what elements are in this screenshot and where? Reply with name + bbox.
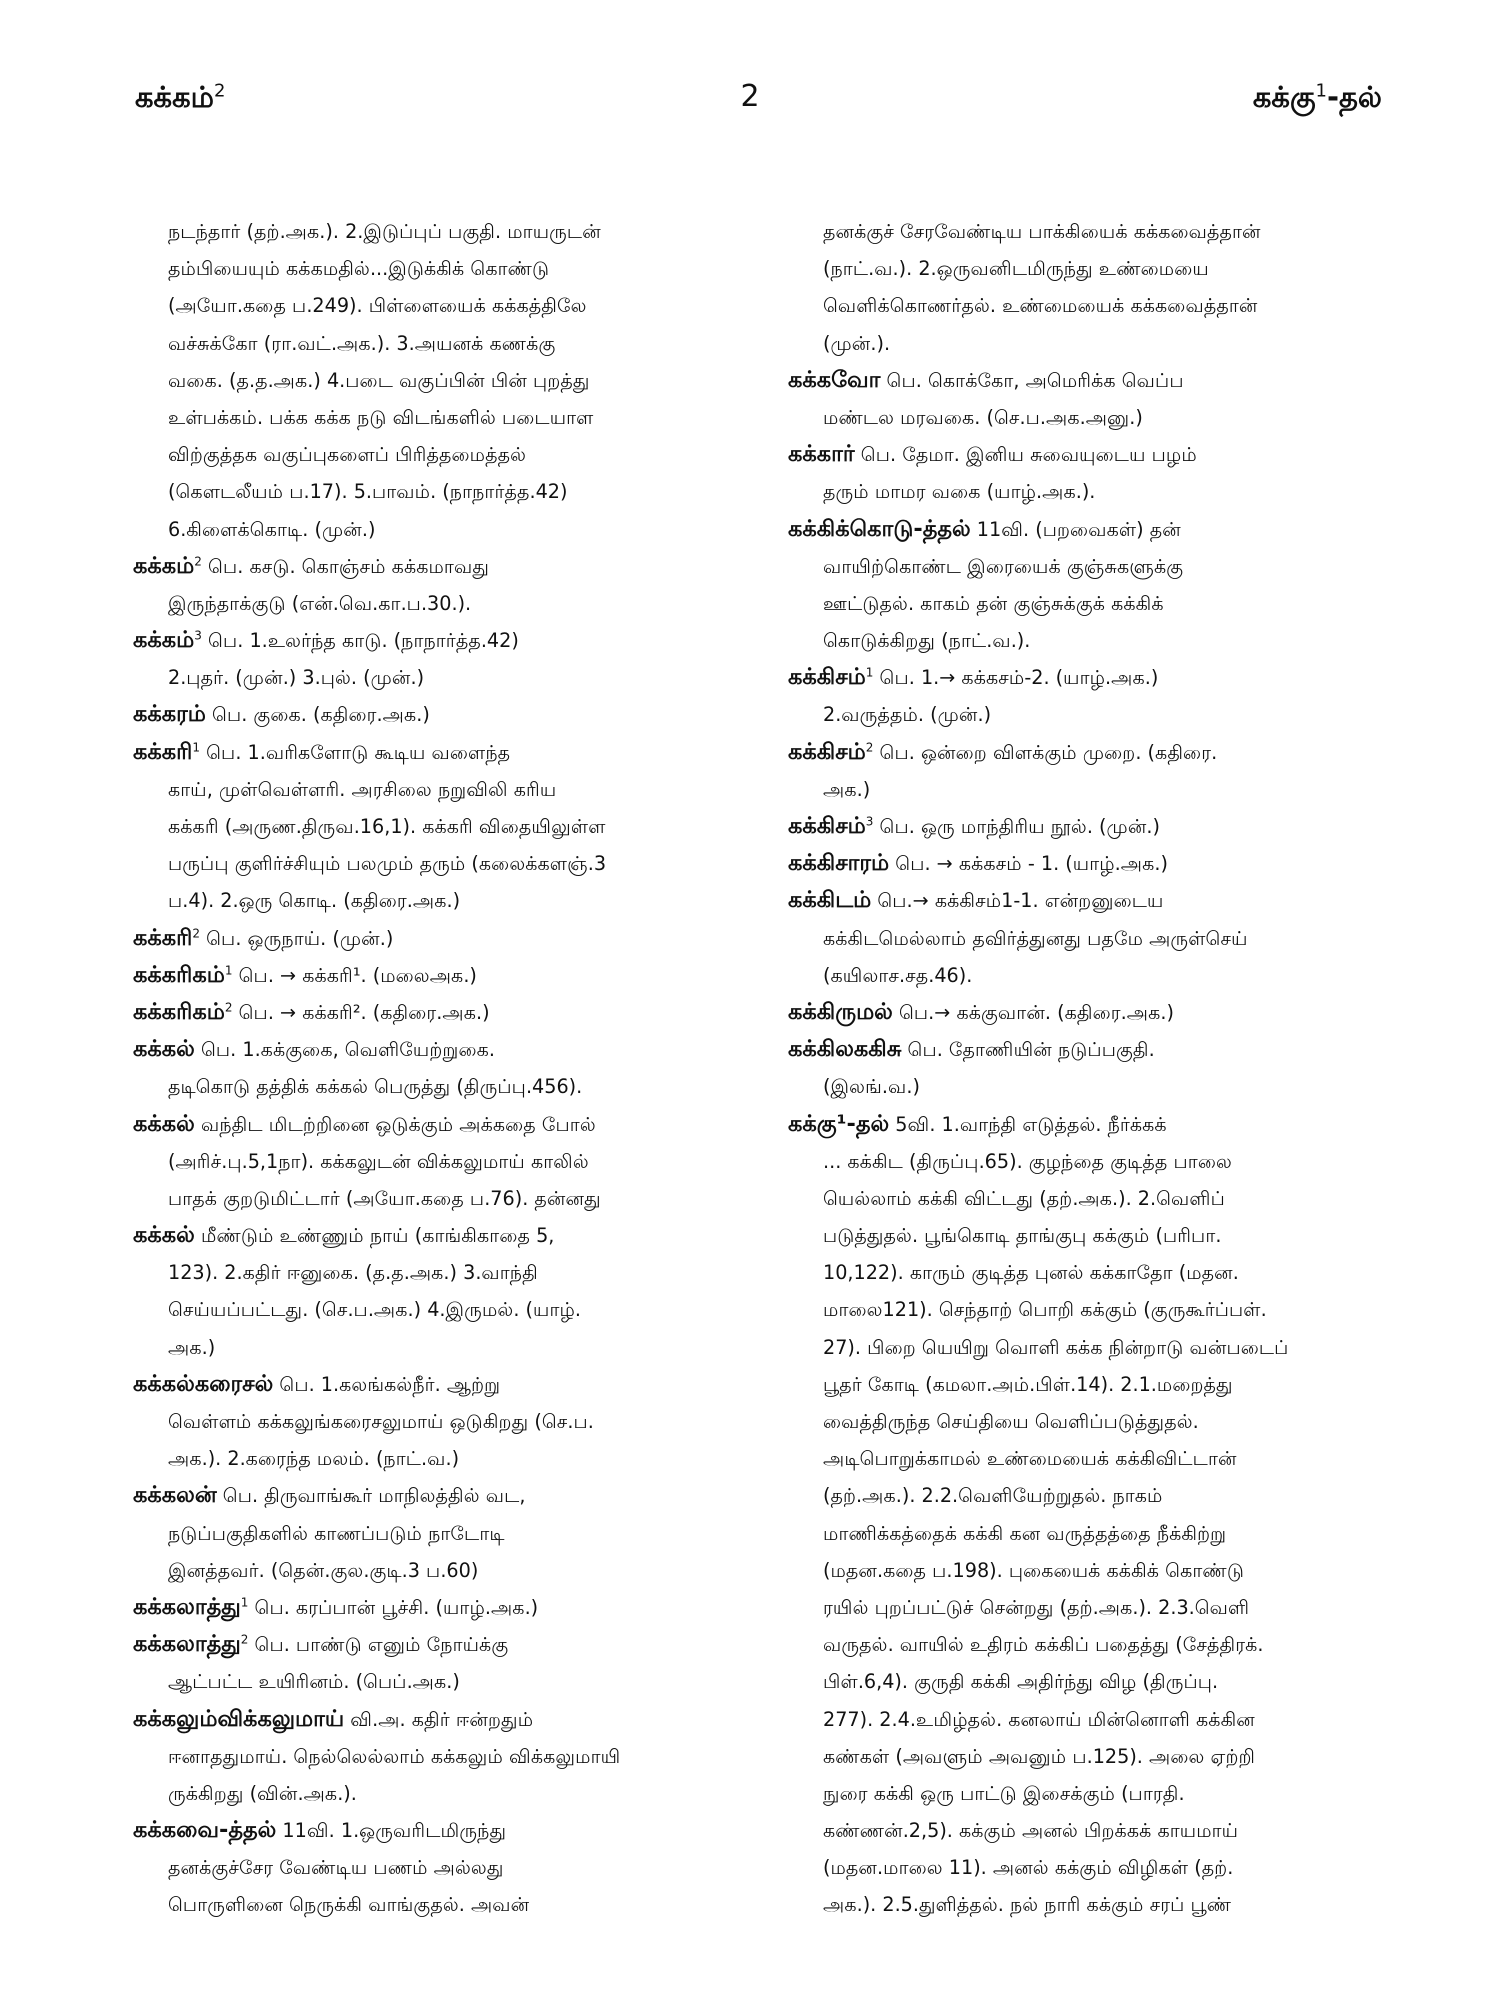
headword: கக்கலும்விக்கலுமாய் <box>133 1705 345 1732</box>
right-line: மண்டல மரவகை. (செ.ப.அக.அனு.) <box>823 405 1143 429</box>
headword: கக்கவை-த்தல் <box>133 1817 277 1844</box>
left-line: கக்கலன் பெ. திருவாங்கூர் மாநிலத்தில் வட, <box>133 1482 526 1509</box>
right-line: (இலங்.வ.) <box>823 1075 920 1099</box>
right-line: யெல்லாம் கக்கி விட்டது (தற்.அக.). 2.வெளிப் <box>823 1186 1225 1210</box>
running-head-right-word: கக்கு <box>1252 80 1316 114</box>
left-line: நடந்தார் (தற்.அக.). 2.இடுப்புப் பகுதி. மாயருடன் <box>168 220 601 243</box>
left-line: கக்கரி$^1$ பெ. 1.வரிகளோடு கூடிய வளைந்த <box>133 738 511 765</box>
headword: கக்கிசம் <box>788 813 866 839</box>
headword: கக்கம் <box>133 627 195 654</box>
right-line: (தற்.அக.). 2.2.வெளியேற்றுதல். நாகம் <box>823 1484 1163 1508</box>
left-line: தம்பியையும் கக்கமதில்...இடுக்கிக் கொண்டு <box>168 257 550 281</box>
left-line: கக்கவை-த்தல் 11வி. 1.ஒருவரிடமிருந்து <box>133 1817 507 1844</box>
right-line: கக்கு¹-தல் 5வி. 1.வாந்தி எடுத்தல். நீர்க்கக் <box>788 1110 1167 1137</box>
left-line: (அரிச்.பு.5,1நா). கக்கலுடன் விக்கலுமாய் காலில் <box>168 1149 589 1173</box>
headword: கக்கல் <box>133 1036 195 1063</box>
headword: கக்கல் <box>133 1110 195 1137</box>
headword-homonym-number: 2 <box>865 740 874 755</box>
headword: கக்கிலககிசு <box>788 1036 902 1063</box>
right-line: கக்கிசாரம் பெ. → கக்கசம் - 1. (யாழ்.அக.) <box>788 850 1168 877</box>
headword-homonym-number: 2 <box>224 1000 233 1015</box>
right-line: வெளிக்கொணர்தல். உண்மையைக் கக்கவைத்தான் <box>823 294 1258 318</box>
headword: கக்கலாத்து <box>133 1593 241 1620</box>
right-line: கக்கிலககிசு பெ. தோணியின் நடுப்பகுதி. <box>788 1036 1155 1063</box>
left-line: காய், முள்வெள்ளரி. அரசிலை நறுவிலி கரிய <box>168 777 557 801</box>
headword: கக்கிருமல் <box>788 998 893 1025</box>
left-line: கக்கம்$^2$ பெ. கசடு. கொஞ்சம் கக்கமாவது <box>133 552 489 579</box>
right-line: பிள்.6,4). குருதி கக்கி அதிர்ந்து விழ (திருப்பு. <box>823 1670 1219 1694</box>
left-line: கக்கரிகம்$^2$ பெ. → கக்கரி². (கதிரை.அக.) <box>133 998 490 1025</box>
right-line: ரயில் புறப்பட்டுச் சென்றது (தற்.அக.). 2.3.வெளி <box>823 1595 1250 1619</box>
right-line: கக்கார் பெ. தேமா. இனிய சுவையுடைய பழம் <box>788 441 1197 468</box>
right-line: 277). 2.4.உமிழ்தல். கனலாய் மின்னொளி கக்கின <box>823 1707 1255 1731</box>
running-head-left-word: கக்கம் <box>135 80 214 114</box>
left-column <box>133 213 713 1924</box>
right-line: ... கக்கிட (திருப்பு.65). குழந்தை குடித்த பாலை <box>823 1149 1232 1173</box>
right-line: (கயிலாச.சத.46). <box>823 963 973 987</box>
left-line: உள்பக்கம். பக்க கக்க நடு விடங்களில் படையாள <box>168 405 594 429</box>
right-line: கொடுக்கிறது (நாட்.வ.). <box>823 629 1031 653</box>
left-line: 6.கிளைக்கொடி. (முன்.) <box>168 517 376 541</box>
right-line: (நாட்.வ.). 2.ஒருவனிடமிருந்து உண்மையை <box>823 257 1209 281</box>
left-line: பொருளினை நெருக்கி வாங்குதல். அவன் <box>168 1893 530 1917</box>
headword-homonym-number: 1 <box>224 963 233 978</box>
left-line: அக.) <box>168 1335 216 1359</box>
right-line: தரும் மாமர வகை (யாழ்.அக.). <box>823 480 1096 504</box>
running-head-right-suffix: -தல் <box>1327 80 1382 114</box>
left-line: கக்கல் பெ. 1.கக்குகை, வெளியேற்றுகை. <box>133 1036 496 1063</box>
left-line: கக்கல் வந்திட மிடற்றினை ஒடுக்கும் அக்கதை போல் <box>133 1110 596 1137</box>
headword: கக்கிசம் <box>788 738 866 765</box>
right-line: மாலை121). செந்தாற் பொறி கக்கும் (குருகூர்ப்பள். <box>823 1298 1267 1322</box>
right-line: அக.) <box>823 777 871 801</box>
left-line: (அயோ.கதை ப.249). பிள்ளையைக் கக்கத்திலே <box>168 294 587 318</box>
running-head-right-superscript: 1 <box>1315 80 1327 102</box>
left-line: 123). 2.கதிர் ஈனுகை. (த.த.அக.) 3.வாந்தி <box>168 1261 538 1285</box>
left-line: வச்சுக்கோ (ரா.வட்.அக.). 3.அயனக் கணக்கு <box>168 331 556 355</box>
left-line: கக்கலும்விக்கலுமாய் வி.அ. கதிர் ஈன்றதும் <box>133 1705 534 1732</box>
right-line: கக்கிக்கொடு-த்தல் 11வி. (பறவைகள்) தன் <box>788 515 1181 542</box>
left-line: செய்யப்பட்டது. (செ.ப.அக.) 4.இருமல். (யாழ். <box>168 1298 582 1322</box>
right-line: வைத்திருந்த செய்தியை வெளிப்படுத்துதல். <box>823 1410 1199 1433</box>
right-line: கக்கிருமல் பெ.→ கக்குவான். (கதிரை.அக.) <box>788 998 1174 1025</box>
left-line: ருக்கிறது (வின்.அக.). <box>168 1781 357 1805</box>
right-line: படுத்துதல். பூங்கொடி தாங்குபு கக்கும் (பரிபா. <box>823 1224 1222 1248</box>
headword-homonym-number: 1 <box>192 740 201 755</box>
right-column <box>788 213 1376 1924</box>
headword: கக்கரிகம் <box>133 998 225 1025</box>
running-head-right <box>1253 80 1382 114</box>
right-line: கண்கள் (அவளும் அவனும் ப.125). அலை ஏற்றி <box>823 1744 1256 1768</box>
left-line: கக்கல் மீண்டும் உண்ணும் நாய் (காங்கிகாதை 5, <box>133 1222 555 1249</box>
left-line: கக்கரம் பெ. குகை. (கதிரை.அக.) <box>133 701 430 728</box>
left-line: வகை. (த.த.அக.) 4.படை வகுப்பின் பின் புறத்து <box>168 368 590 392</box>
headword: கக்கார் <box>788 441 855 468</box>
headword-homonym-number: 2 <box>240 1632 249 1647</box>
left-line: கக்கல்கரைசல் பெ. 1.கலங்கல்நீர். ஆற்று <box>133 1370 501 1397</box>
left-line: 2.புதர். (முன்.) 3.புல். (முன்.) <box>168 666 425 690</box>
right-line: 27). பிறை யெயிறு வொளி கக்க நின்றாடு வன்படைப் <box>823 1335 1289 1359</box>
headword-homonym-number: 1 <box>240 1595 249 1610</box>
right-line: கக்கிசம்$^2$ பெ. ஒன்றை விளக்கும் முறை. (கதிரை. <box>788 738 1218 765</box>
headword: கக்கிசாரம் <box>788 850 890 877</box>
headword: கக்கலாத்து <box>133 1631 241 1658</box>
headword: கக்கல்கரைசல் <box>133 1370 274 1397</box>
right-line: கக்கிசம்$^1$ பெ. 1.→ கக்கசம்-2. (யாழ்.அக.) <box>788 664 1159 691</box>
headword: கக்கு¹-தல் <box>788 1110 890 1137</box>
right-line: 2.வருத்தம். (முன்.) <box>823 703 992 727</box>
right-line: பூதர் கோடி (கமலா.அம்.பிள்.14). 2.1.மறைத்து <box>823 1372 1233 1396</box>
left-line: ப.4). 2.ஒரு கொடி. (கதிரை.அக.) <box>168 889 461 913</box>
right-line: நுரை கக்கி ஒரு பாட்டு இசைக்கும் (பாரதி. <box>823 1781 1185 1805</box>
headword: கக்கரம் <box>133 701 206 728</box>
headword: கக்கிசம் <box>788 664 866 691</box>
headword: கக்கவோ <box>788 366 881 393</box>
left-line: கக்கலாத்து$^1$ பெ. கரப்பான் பூச்சி. (யாழ்.அக.) <box>133 1593 539 1620</box>
headword: கக்கரிகம் <box>133 961 225 988</box>
left-line: கக்கரிகம்$^1$ பெ. → கக்கரி¹. (மலைஅக.) <box>133 961 477 988</box>
left-line: விற்குத்தக வகுப்புகளைப் பிரித்தமைத்தல் <box>168 443 527 467</box>
headword-homonym-number: 1 <box>865 665 874 680</box>
left-line: கக்கம்$^3$ பெ. 1.உலர்ந்த காடு. (நாநார்த்த.42) <box>133 627 519 654</box>
left-line: அக.). 2.கரைந்த மலம். (நாட்.வ.) <box>168 1447 460 1471</box>
left-line: பாதக் குறடுமிட்டார் (அயோ.கதை ப.76). தன்னது <box>168 1186 601 1210</box>
headword-homonym-number: 3 <box>865 814 874 829</box>
left-line: தடிகொடு தத்திக் கக்கல் பெருத்து (திருப்பு.456). <box>168 1075 583 1099</box>
left-line: கக்கரி (அருண.திருவ.16,1). கக்கரி விதையிலுள்ள <box>168 815 606 838</box>
left-line: வெள்ளம் கக்கலுங்கரைசலுமாய் ஒடுகிறது (செ.ப. <box>168 1410 594 1433</box>
headword: கக்கிடம் <box>788 887 872 914</box>
headword: கக்கல் <box>133 1222 195 1249</box>
right-line: மாணிக்கத்தைக் கக்கி கன வருத்தத்தை நீக்கிற்று <box>823 1521 1227 1545</box>
right-line: அக.). 2.5.துளித்தல். நல் நாரி கக்கும் சரப் பூண் <box>823 1893 1232 1917</box>
headword: கக்கம் <box>133 552 195 579</box>
right-line: ஊட்டுதல். காகம் தன் குஞ்சுக்குக் கக்கிக் <box>823 591 1164 615</box>
right-line: (மதன.மாலை 11). அனல் கக்கும் விழிகள் (தற். <box>823 1856 1234 1880</box>
headword: கக்கிக்கொடு-த்தல் <box>788 515 971 542</box>
running-head-left-superscript: 2 <box>214 80 226 102</box>
left-line: ஆட்பட்ட உயிரினம். (பெப்.அக.) <box>168 1670 460 1694</box>
right-line: கண்ணன்.2,5). கக்கும் அனல் பிறக்கக் காயமாய் <box>823 1819 1239 1843</box>
right-line: (மதன.கதை ப.198). புகையைக் கக்கிக் கொண்டு <box>823 1558 1244 1582</box>
left-line: பருப்பு குளிர்ச்சியும் பலமும் தரும் (கலைக்களஞ்.3 <box>168 852 607 876</box>
page-number: 2 <box>740 79 760 114</box>
left-line: (கௌடலீயம் ப.17). 5.பாவம். (நாநார்த்த.42) <box>168 480 568 504</box>
left-line: ஈனாததுமாய். நெல்லெல்லாம் கக்கலும் விக்கலுமாயி <box>168 1744 621 1768</box>
right-line: வருதல். வாயில் உதிரம் கக்கிப் பதைத்து (சேத்திரக். <box>823 1633 1264 1657</box>
headword: கக்கலன் <box>133 1482 217 1509</box>
headword-homonym-number: 3 <box>194 628 202 643</box>
right-line: 10,122). காரும் குடித்த புனல் கக்காதோ (மதன. <box>823 1261 1239 1285</box>
left-line: இருந்தாக்குடு (என்.வெ.கா.ப.30.). <box>168 591 472 615</box>
left-line: கக்கரி$^2$ பெ. ஒருநாய். (முன்.) <box>133 924 394 951</box>
right-line: அடிபொறுக்காமல் உண்மையைக் கக்கிவிட்டான் <box>823 1447 1237 1471</box>
headword-homonym-number: 2 <box>194 554 202 569</box>
headword: கக்கரி <box>133 924 193 951</box>
right-line: வாயிற்கொண்ட இரையைக் குஞ்சுகளுக்கு <box>823 554 1184 578</box>
left-line: இனத்தவர். (தென்.குல.குடி.3 ப.60) <box>168 1558 479 1582</box>
right-line: கக்கவோ பெ. கொக்கோ, அமெரிக்க வெப்ப <box>788 366 1184 393</box>
left-line: தனக்குச்சேர வேண்டிய பணம் அல்லது <box>168 1856 504 1880</box>
right-line: கக்கிசம்$^3$ பெ. ஒரு மாந்திரிய நூல். (முன்.) <box>788 813 1161 839</box>
right-line: தனக்குச் சேரவேண்டிய பாக்கியைக் கக்கவைத்தான் <box>823 220 1261 243</box>
right-line: (முன்.). <box>823 331 891 355</box>
right-line: கக்கிடமெல்லாம் தவிர்த்துனது பதமே அருள்செய் <box>823 926 1248 950</box>
left-line: நடுப்பகுதிகளில் காணப்படும் நாடோடி <box>168 1521 505 1545</box>
headword-homonym-number: 2 <box>192 926 201 941</box>
headword: கக்கரி <box>133 738 193 765</box>
right-line: கக்கிடம் பெ.→ கக்கிசம்1-1. என்றனுடைய <box>788 887 1164 914</box>
left-line: கக்கலாத்து$^2$ பெ. பாண்டு எனும் நோய்க்கு <box>133 1631 509 1658</box>
